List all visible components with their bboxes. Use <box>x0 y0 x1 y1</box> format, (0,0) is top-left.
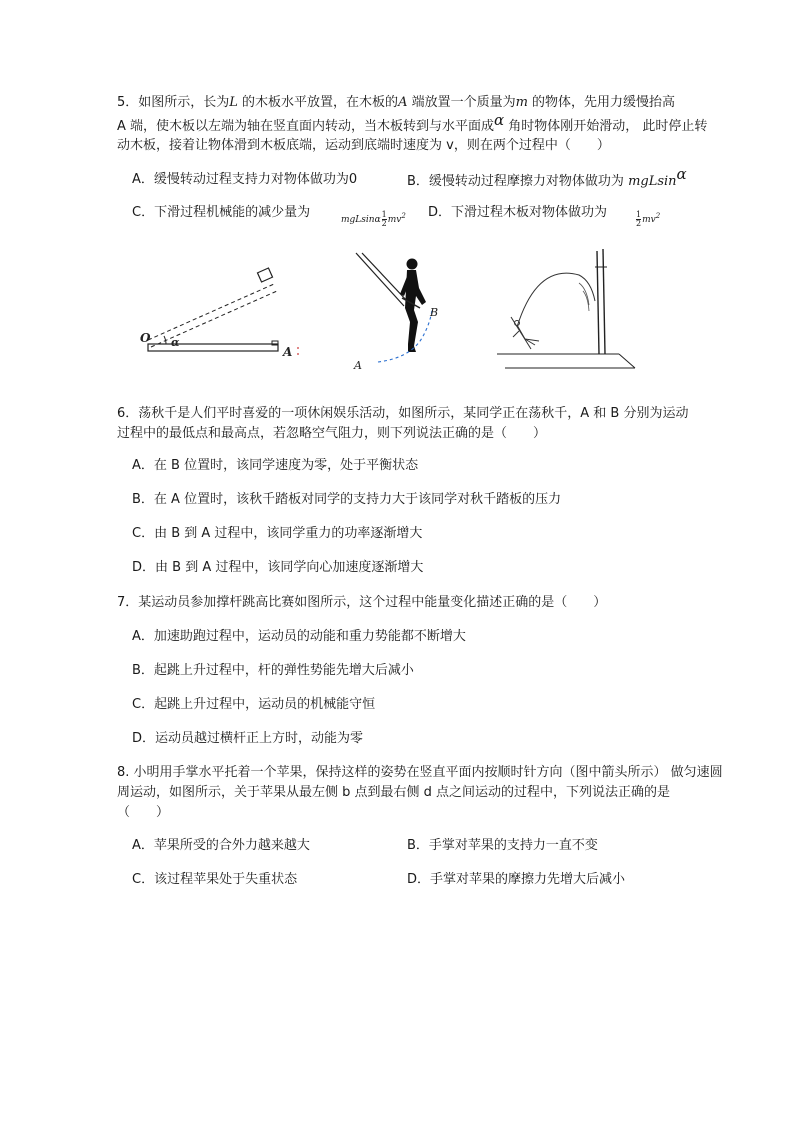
ground-line <box>619 354 635 368</box>
swing-rope <box>356 253 404 306</box>
q5-text: 5．如图所示，长为 <box>117 95 230 110</box>
var-A: A <box>398 95 408 110</box>
q8-option-b: B．手掌对苹果的支持力一直不变 <box>407 838 598 853</box>
superscript: 2 <box>655 212 661 220</box>
swing-rope <box>362 253 408 302</box>
q8-stem-line3: （ ） <box>117 805 170 820</box>
q5-option-c: C．下滑过程机械能的减少量为 <box>132 205 311 220</box>
q6-option-a: A．在 B 位置时，该同学速度为零，处于平衡状态 <box>132 458 419 473</box>
q5-stem-line3: 动木板，接着让物体滑到木板底端，运动到底端时速度为 v，则在两个过程中（ ） <box>117 138 610 153</box>
q7-option-a: A．加速助跑过程中，运动员的动能和重力势能都不断增大 <box>132 629 466 644</box>
pole-vault-figure <box>495 245 637 370</box>
plank-figure <box>138 262 308 362</box>
q7-option-b: B．起跳上升过程中，杆的弹性势能先增大后减小 <box>132 663 414 678</box>
q5-text: 的物体，先用力缓慢抬高 <box>527 95 676 110</box>
fraction-denominator: 2 <box>636 219 642 228</box>
q6-stem-line2: 过程中的最低点和最高点，若忽略空气阻力，则下列说法正确的是（ ） <box>117 426 547 441</box>
q8-option-a: A．苹果所受的合外力越来越大 <box>132 838 310 853</box>
q5-option-d-tail: mv <box>642 215 656 225</box>
q5-text: 端放置一个质量为 <box>407 95 516 110</box>
var-alpha: α <box>676 165 687 183</box>
q8-option-c: C．该过程苹果处于失重状态 <box>132 872 298 887</box>
inclined-plank <box>148 284 277 347</box>
dot-mark <box>297 353 299 355</box>
fraction-denominator: 2 <box>381 219 387 228</box>
q5-text: 的木板水平放置，在木板的 <box>237 95 399 110</box>
label-alpha: α <box>171 336 180 349</box>
q7-stem: 7．某运动员参加撑杆跳高比赛如图所示，这个过程中能量变化描述正确的是（ ） <box>117 595 607 610</box>
label-O: O <box>140 331 151 345</box>
trajectory-arc <box>517 273 595 327</box>
q5-option-d: D．下滑过程木板对物体做功为 <box>428 205 608 220</box>
angle-arc <box>164 336 166 344</box>
q7-option-c: C．起跳上升过程中，运动员的机械能守恒 <box>132 697 376 712</box>
label-A: A <box>283 345 293 359</box>
q5-option-b <box>407 165 687 192</box>
swing-path-arc <box>378 310 432 362</box>
q5-option-c-math: mgLsinα <box>341 215 381 225</box>
q5-option-b-text: B．缓慢转动过程摩擦力对物体做功为 <box>407 174 629 189</box>
swing-figure <box>348 250 458 375</box>
var-m: m <box>515 95 528 110</box>
q5-stem-line2 <box>117 111 708 137</box>
q8-option-d: D．手掌对苹果的摩擦力先增大后减小 <box>407 872 626 887</box>
var-L: L <box>229 95 238 110</box>
block <box>257 268 272 282</box>
q5-option-c-tail: mv <box>387 215 402 225</box>
fraction-numerator: 1 <box>636 210 642 219</box>
horizontal-plank <box>148 344 278 351</box>
q8-stem-line1: 8. 小明用手掌水平托着一个苹果，保持这样的姿势在竖直平面内按顺时针方向（图中箭头所示） 做匀速圆 <box>117 765 723 780</box>
superscript: 2 <box>401 212 406 220</box>
var-alpha: α <box>494 111 505 129</box>
q6-option-b: B．在 A 位置时，该秋千踏板对同学的支持力大于该同学对秋千踏板的压力 <box>132 492 562 507</box>
q6-option-d: D．由 B 到 A 过程中，该同学向心加速度逐渐增大 <box>132 560 424 575</box>
q5-text: 角时物体刚开始滑动， 此时停止转 <box>504 119 708 134</box>
q6-option-c: C．由 B 到 A 过程中，该同学重力的功率逐渐增大 <box>132 526 423 541</box>
q6-stem-line1: 6．荡秋千是人们平时喜爱的一项休闲娱乐活动，如图所示，某同学正在荡秋千，A 和 B 分别为运动 <box>117 406 689 421</box>
q5-stem-line1 <box>117 93 675 113</box>
athlete-icon <box>511 317 539 349</box>
fraction <box>382 211 387 228</box>
q5-option-c-expression <box>341 210 406 228</box>
q5-option-a: A．缓慢转动过程支持力对物体做功为0 <box>132 172 358 187</box>
label-A: A <box>354 359 362 372</box>
q5-option-b-math: mgLsin <box>628 174 677 189</box>
q5-text: A 端，使木板以左端为轴在竖直面内转动，当木板转到与水平面成 <box>117 119 495 134</box>
standard-post <box>603 249 605 354</box>
fraction <box>636 211 641 228</box>
fraction-numerator: 1 <box>381 210 387 219</box>
standard-post <box>597 251 599 354</box>
q7-option-d: D．运动员越过横杆正上方时，动能为零 <box>132 731 364 746</box>
q8-stem-line2: 周运动，如图所示，关于苹果从最左侧 b 点到最右侧 d 点之间运动的过程中，下列说法正确的是 <box>117 785 671 800</box>
dot-mark <box>297 347 299 349</box>
q5-option-d-expression <box>636 210 660 228</box>
label-B: B <box>430 306 439 319</box>
